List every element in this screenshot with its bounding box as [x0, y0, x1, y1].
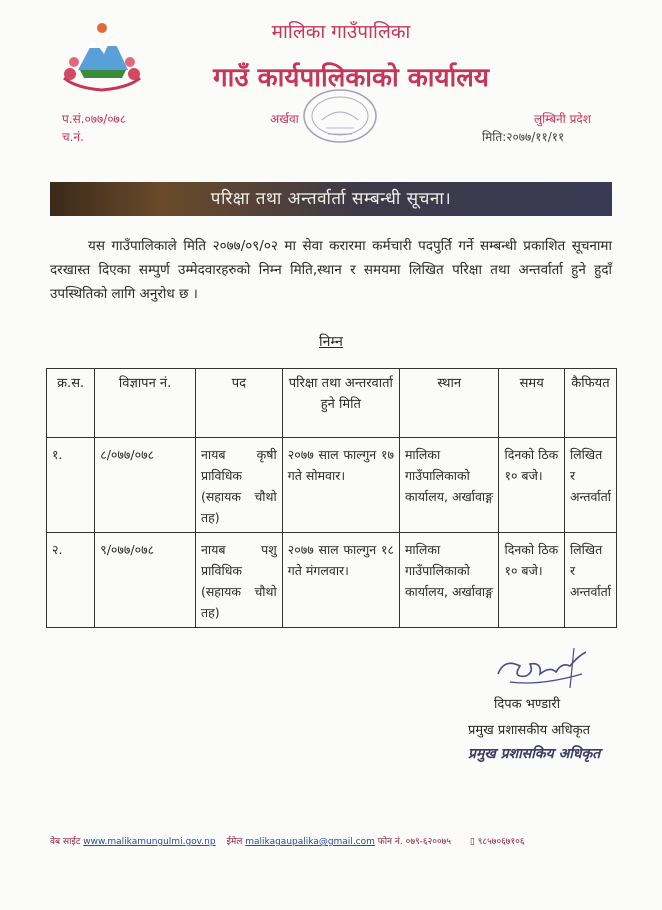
phone-number: ०७९-६२००७५	[405, 837, 452, 847]
cell-exam-date: २०७७ साल फाल्गुन १८ गते मंगलवार।	[282, 533, 399, 628]
cell-serial: २.	[47, 533, 95, 628]
list-heading: निम्न	[319, 334, 343, 350]
handwritten-signature	[490, 644, 600, 692]
footer-contact	[50, 834, 630, 847]
location-text: अर्खवा	[270, 112, 299, 126]
designation-stamp: प्रमुख प्रशासकिय अधिकृत	[468, 746, 601, 762]
cell-post: नायब कृषी प्राविधिक (सहायक चौथो तह)	[195, 438, 282, 533]
cell-serial: १.	[47, 438, 95, 533]
table-header-row	[47, 369, 617, 438]
signatory-role: प्रमुख प्रशासकीय अधिकृत	[468, 723, 591, 738]
website-link[interactable]: www.malikamungulmi.gov.np	[83, 837, 216, 847]
mobile-number: ९८५७०६७१०६	[477, 837, 525, 847]
header-remarks: कैफियत	[564, 369, 616, 438]
table-row	[47, 533, 617, 628]
cell-time: दिनको ठिक १० बजे।	[499, 438, 564, 533]
cell-advertisement-no: ९/०७७/०७८	[95, 533, 196, 628]
cell-place: मालिका गाउँपालिकाको कार्यालय, अर्खावाङ्ग	[399, 533, 499, 628]
mobile-phone-icon: ▯	[469, 837, 475, 847]
email-link[interactable]: malikagaupalika@gmail.com	[245, 837, 375, 847]
website-label: वेब साईट	[50, 837, 81, 847]
phone-label: फोन नं.	[377, 837, 403, 847]
notice-body	[50, 234, 612, 306]
table-row	[47, 438, 617, 533]
header-exam-date: परिक्षा तथा अन्तरवार्ता हुने मिति	[282, 369, 399, 438]
cell-exam-date: २०७७ साल फाल्गुन १७ गते सोमवार।	[282, 438, 399, 533]
reference-number: प.सं.०७७/०७८	[62, 112, 127, 126]
province-text: लुम्बिनी प्रदेश	[534, 112, 591, 126]
email-label: ईमेल	[226, 837, 243, 847]
letter-date: मिति:२०७७/११/११	[482, 130, 565, 144]
cell-post: नायब पशु प्राविधिक (सहायक चौथो तह)	[195, 533, 282, 628]
schedule-table	[46, 368, 617, 628]
cell-place: मालिका गाउँपालिकाको कार्यालय, अर्खावाङ्ग	[399, 438, 499, 533]
cell-remarks: लिखित र अन्तर्वार्ता	[564, 438, 616, 533]
office-name: गाउँ कार्यपालिकाको कार्यालय	[213, 63, 489, 93]
header-place: स्थान	[399, 369, 499, 438]
notice-body-text: यस गाउँपालिकाले मिति २०७७/०९/०२ मा सेवा करारमा कर्मचारी पदपुर्ति गर्ने सम्बन्धी प्रकाशित सूचनामा दरखास्त दिएका सम्पुर्ण उम्मेदवारहरुको निम्न मिति,स्थान र समयमा लिखित परिक्षा तथा अन्तर्वार्ता हुने हुदाँ उपस्थितिको लागि अनुरोध छ ।	[50, 238, 612, 302]
signatory-name: दिपक भण्डारी	[494, 697, 561, 712]
header-time: समय	[499, 369, 564, 438]
notice-title-banner: परिक्षा तथा अन्तर्वार्ता सम्बन्धी सूचना।	[50, 182, 612, 216]
office-stamp-seal	[296, 86, 384, 152]
cell-time: दिनको ठिक १० बजे।	[499, 533, 564, 628]
header-serial: क्र.स.	[47, 369, 95, 438]
header-post: पद	[195, 369, 282, 438]
cell-remarks: लिखित र अन्तर्वार्ता	[564, 533, 616, 628]
municipality-name: मालिका गाउँपालिका	[271, 21, 411, 43]
dispatch-number: च.नं.	[62, 130, 84, 144]
header-advertisement-no: विज्ञापन नं.	[95, 369, 196, 438]
cell-advertisement-no: ८/०७७/०७८	[95, 438, 196, 533]
